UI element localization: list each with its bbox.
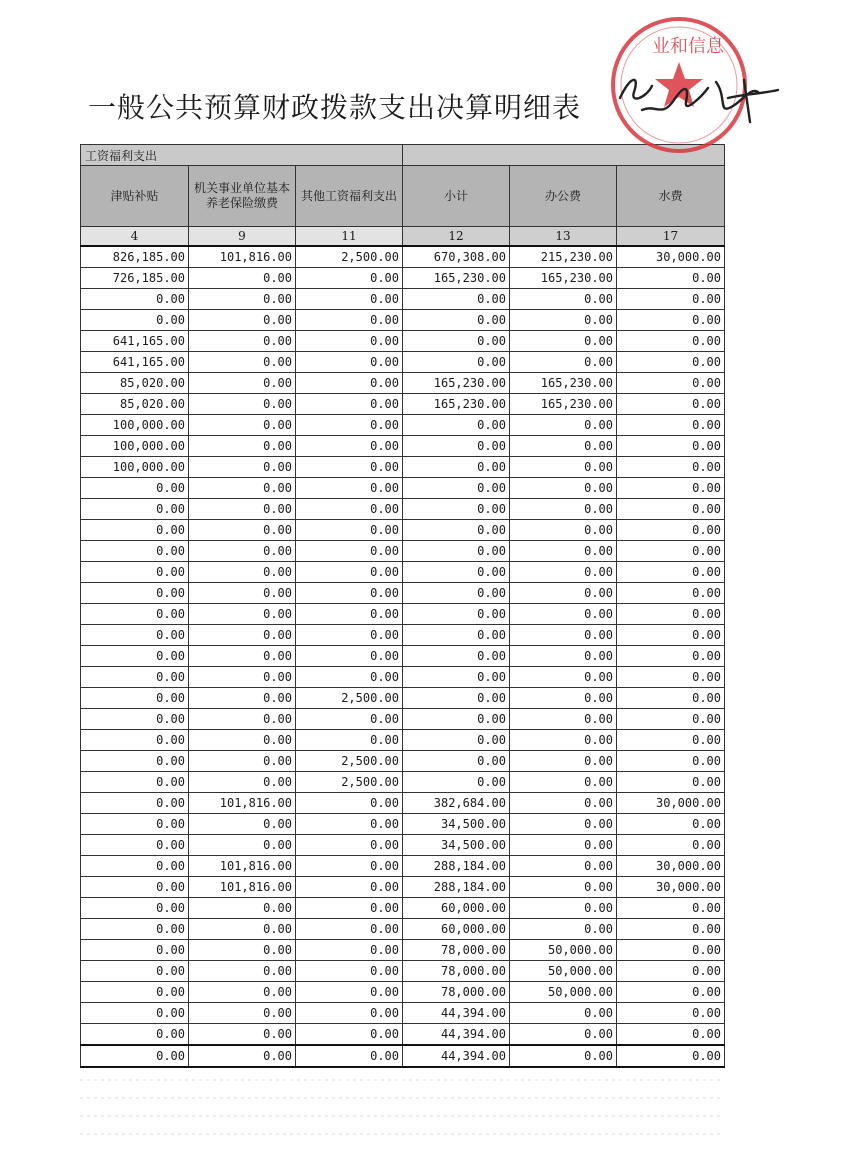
table-cell: 0.00 bbox=[403, 289, 510, 310]
table-cell: 165,230.00 bbox=[510, 394, 617, 415]
table-cell: 60,000.00 bbox=[403, 919, 510, 940]
table-cell: 0.00 bbox=[617, 436, 725, 457]
table-cell: 100,000.00 bbox=[81, 436, 189, 457]
table-cell: 0.00 bbox=[510, 877, 617, 898]
table-cell: 0.00 bbox=[296, 625, 403, 646]
table-cell: 0.00 bbox=[403, 478, 510, 499]
table-row bbox=[81, 961, 725, 982]
column-header: 津贴补贴 bbox=[81, 166, 189, 227]
table-cell: 0.00 bbox=[189, 499, 296, 520]
table-cell: 641,165.00 bbox=[81, 352, 189, 373]
table-cell: 0.00 bbox=[403, 583, 510, 604]
table-row bbox=[81, 1024, 725, 1046]
table-cell: 0.00 bbox=[510, 499, 617, 520]
table-cell: 50,000.00 bbox=[510, 940, 617, 961]
table-cell: 0.00 bbox=[81, 709, 189, 730]
table-cell: 0.00 bbox=[403, 709, 510, 730]
table-cell: 0.00 bbox=[189, 457, 296, 478]
table-cell: 0.00 bbox=[617, 352, 725, 373]
table-row bbox=[81, 541, 725, 562]
table-cell: 0.00 bbox=[189, 373, 296, 394]
table-cell: 0.00 bbox=[617, 982, 725, 1003]
table-cell: 0.00 bbox=[81, 877, 189, 898]
table-cell: 0.00 bbox=[189, 541, 296, 562]
table-cell: 0.00 bbox=[296, 415, 403, 436]
table-cell: 0.00 bbox=[81, 982, 189, 1003]
table-cell: 0.00 bbox=[403, 751, 510, 772]
table-cell: 0.00 bbox=[510, 520, 617, 541]
table-cell: 0.00 bbox=[617, 709, 725, 730]
table-cell: 0.00 bbox=[510, 898, 617, 919]
table-cell: 0.00 bbox=[617, 940, 725, 961]
table-cell: 0.00 bbox=[189, 268, 296, 289]
table-cell: 0.00 bbox=[296, 919, 403, 940]
table-cell: 0.00 bbox=[617, 751, 725, 772]
table-cell: 0.00 bbox=[189, 310, 296, 331]
table-cell: 0.00 bbox=[296, 793, 403, 814]
table-cell: 0.00 bbox=[81, 814, 189, 835]
table-cell: 85,020.00 bbox=[81, 373, 189, 394]
table-cell: 0.00 bbox=[81, 730, 189, 751]
table-cell: 0.00 bbox=[296, 667, 403, 688]
table-cell: 0.00 bbox=[189, 352, 296, 373]
table-cell: 288,184.00 bbox=[403, 856, 510, 877]
table-cell: 0.00 bbox=[189, 751, 296, 772]
column-number: 4 bbox=[81, 227, 189, 247]
table-cell: 0.00 bbox=[189, 667, 296, 688]
table-cell: 0.00 bbox=[403, 667, 510, 688]
table-cell: 165,230.00 bbox=[403, 268, 510, 289]
table-cell: 0.00 bbox=[617, 562, 725, 583]
table-cell: 2,500.00 bbox=[296, 246, 403, 268]
table-cell: 0.00 bbox=[510, 772, 617, 793]
table-cell: 0.00 bbox=[296, 961, 403, 982]
table-cell: 0.00 bbox=[296, 541, 403, 562]
table-cell: 0.00 bbox=[81, 541, 189, 562]
table-cell: 0.00 bbox=[81, 940, 189, 961]
table-cell: 0.00 bbox=[81, 772, 189, 793]
table-row bbox=[81, 520, 725, 541]
table-cell: 0.00 bbox=[510, 730, 617, 751]
table-cell: 0.00 bbox=[403, 772, 510, 793]
table-cell: 0.00 bbox=[81, 583, 189, 604]
table-cell: 0.00 bbox=[296, 877, 403, 898]
table-cell: 0.00 bbox=[81, 478, 189, 499]
table-row bbox=[81, 625, 725, 646]
table-cell: 0.00 bbox=[296, 940, 403, 961]
table-cell: 0.00 bbox=[296, 1024, 403, 1046]
column-number: 11 bbox=[296, 227, 403, 247]
table-cell: 0.00 bbox=[403, 625, 510, 646]
table-cell: 165,230.00 bbox=[403, 394, 510, 415]
table-row bbox=[81, 562, 725, 583]
table-cell: 30,000.00 bbox=[617, 856, 725, 877]
table-cell: 0.00 bbox=[189, 646, 296, 667]
table-cell: 0.00 bbox=[403, 604, 510, 625]
table-cell: 288,184.00 bbox=[403, 877, 510, 898]
column-number: 13 bbox=[510, 227, 617, 247]
table-cell: 0.00 bbox=[617, 961, 725, 982]
table-cell: 0.00 bbox=[296, 835, 403, 856]
table-cell: 0.00 bbox=[403, 436, 510, 457]
table-cell: 0.00 bbox=[189, 961, 296, 982]
table-cell: 0.00 bbox=[510, 415, 617, 436]
column-header: 机关事业单位基本养老保险缴费 bbox=[189, 166, 296, 227]
table-row bbox=[81, 415, 725, 436]
table-cell: 0.00 bbox=[81, 856, 189, 877]
table-cell: 0.00 bbox=[510, 814, 617, 835]
table-cell: 0.00 bbox=[296, 982, 403, 1003]
table-cell: 0.00 bbox=[617, 1003, 725, 1024]
table-cell: 0.00 bbox=[510, 625, 617, 646]
table-cell: 0.00 bbox=[617, 604, 725, 625]
table-cell: 0.00 bbox=[510, 856, 617, 877]
table-cell: 0.00 bbox=[617, 583, 725, 604]
table-cell: 0.00 bbox=[296, 352, 403, 373]
table-cell: 101,816.00 bbox=[189, 856, 296, 877]
table-cell: 0.00 bbox=[510, 331, 617, 352]
table-cell: 0.00 bbox=[296, 583, 403, 604]
table-row bbox=[81, 919, 725, 940]
table-cell: 0.00 bbox=[617, 415, 725, 436]
table-cell: 0.00 bbox=[617, 646, 725, 667]
table-row bbox=[81, 331, 725, 352]
table-cell: 0.00 bbox=[617, 541, 725, 562]
table-cell: 0.00 bbox=[617, 1024, 725, 1046]
table-cell: 0.00 bbox=[296, 562, 403, 583]
table-cell: 0.00 bbox=[296, 814, 403, 835]
table-cell: 0.00 bbox=[189, 289, 296, 310]
table-cell: 85,020.00 bbox=[81, 394, 189, 415]
table-row bbox=[81, 394, 725, 415]
table-cell: 0.00 bbox=[189, 625, 296, 646]
table-row bbox=[81, 835, 725, 856]
table-cell: 165,230.00 bbox=[510, 268, 617, 289]
table-cell: 50,000.00 bbox=[510, 961, 617, 982]
table-cell: 30,000.00 bbox=[617, 793, 725, 814]
table-cell: 78,000.00 bbox=[403, 940, 510, 961]
table-cell: 0.00 bbox=[189, 394, 296, 415]
table-cell: 0.00 bbox=[403, 331, 510, 352]
table-cell: 101,816.00 bbox=[189, 877, 296, 898]
table-row bbox=[81, 877, 725, 898]
table-cell: 44,394.00 bbox=[403, 1003, 510, 1024]
table-cell: 0.00 bbox=[189, 520, 296, 541]
table-row bbox=[81, 352, 725, 373]
table-cell: 0.00 bbox=[296, 1045, 403, 1067]
table-cell: 0.00 bbox=[81, 646, 189, 667]
table-cell: 0.00 bbox=[617, 772, 725, 793]
table-cell: 0.00 bbox=[296, 478, 403, 499]
table-cell: 0.00 bbox=[296, 373, 403, 394]
table-cell: 0.00 bbox=[296, 709, 403, 730]
table-cell: 0.00 bbox=[296, 268, 403, 289]
table-cell: 0.00 bbox=[617, 814, 725, 835]
table-cell: 0.00 bbox=[403, 730, 510, 751]
table-cell: 0.00 bbox=[296, 499, 403, 520]
table-cell: 0.00 bbox=[403, 562, 510, 583]
table-cell: 0.00 bbox=[617, 331, 725, 352]
table-cell: 0.00 bbox=[403, 520, 510, 541]
table-row bbox=[81, 478, 725, 499]
table-cell: 0.00 bbox=[617, 730, 725, 751]
table-cell: 0.00 bbox=[510, 646, 617, 667]
table-cell: 670,308.00 bbox=[403, 246, 510, 268]
table-row bbox=[81, 457, 725, 478]
group-header-salary-welfare: 工资福利支出 bbox=[81, 145, 403, 166]
table-cell: 0.00 bbox=[296, 520, 403, 541]
table-cell: 34,500.00 bbox=[403, 835, 510, 856]
table-cell: 0.00 bbox=[81, 751, 189, 772]
table-cell: 826,185.00 bbox=[81, 246, 189, 268]
table-cell: 0.00 bbox=[81, 688, 189, 709]
table-cell: 0.00 bbox=[81, 919, 189, 940]
table-row bbox=[81, 268, 725, 289]
table-cell: 0.00 bbox=[617, 520, 725, 541]
table-cell: 0.00 bbox=[189, 940, 296, 961]
table-cell: 0.00 bbox=[296, 646, 403, 667]
table-cell: 0.00 bbox=[81, 898, 189, 919]
table-cell: 0.00 bbox=[617, 289, 725, 310]
column-number: 17 bbox=[617, 227, 725, 247]
table-cell: 0.00 bbox=[510, 751, 617, 772]
table-cell: 0.00 bbox=[81, 310, 189, 331]
table-cell: 0.00 bbox=[510, 667, 617, 688]
table-cell: 0.00 bbox=[296, 394, 403, 415]
table-cell: 0.00 bbox=[189, 709, 296, 730]
table-row bbox=[81, 856, 725, 877]
table-cell: 0.00 bbox=[617, 310, 725, 331]
column-number-row bbox=[81, 227, 725, 247]
table-cell: 0.00 bbox=[403, 310, 510, 331]
table-cell: 0.00 bbox=[510, 457, 617, 478]
table-cell: 0.00 bbox=[189, 478, 296, 499]
table-row bbox=[81, 1003, 725, 1024]
table-cell: 0.00 bbox=[296, 331, 403, 352]
table-cell: 0.00 bbox=[189, 772, 296, 793]
table-cell: 0.00 bbox=[189, 1045, 296, 1067]
table-cell: 0.00 bbox=[296, 730, 403, 751]
table-row bbox=[81, 289, 725, 310]
table-cell: 34,500.00 bbox=[403, 814, 510, 835]
table-cell: 2,500.00 bbox=[296, 751, 403, 772]
table-cell: 0.00 bbox=[403, 541, 510, 562]
table-cell: 0.00 bbox=[189, 688, 296, 709]
table-cell: 0.00 bbox=[296, 898, 403, 919]
table-cell: 2,500.00 bbox=[296, 772, 403, 793]
table-cell: 0.00 bbox=[189, 1024, 296, 1046]
table-cell: 0.00 bbox=[189, 835, 296, 856]
table-cell: 0.00 bbox=[510, 562, 617, 583]
table-cell: 101,816.00 bbox=[189, 246, 296, 268]
table-cell: 0.00 bbox=[617, 688, 725, 709]
page-title: 一般公共预算财政拨款支出决算明细表 bbox=[88, 91, 582, 124]
table-cell: 0.00 bbox=[617, 478, 725, 499]
table-cell: 0.00 bbox=[403, 352, 510, 373]
table-row bbox=[81, 436, 725, 457]
table-cell: 0.00 bbox=[403, 646, 510, 667]
table-row bbox=[81, 814, 725, 835]
table-cell: 0.00 bbox=[81, 625, 189, 646]
table-cell: 0.00 bbox=[510, 352, 617, 373]
table-cell: 0.00 bbox=[81, 1045, 189, 1067]
table-cell: 0.00 bbox=[510, 583, 617, 604]
table-cell: 0.00 bbox=[510, 541, 617, 562]
table-cell: 0.00 bbox=[617, 394, 725, 415]
table-row bbox=[81, 246, 725, 268]
table-cell: 0.00 bbox=[296, 457, 403, 478]
table-cell: 0.00 bbox=[403, 688, 510, 709]
table-cell: 0.00 bbox=[617, 373, 725, 394]
table-cell: 0.00 bbox=[81, 289, 189, 310]
table-cell: 101,816.00 bbox=[189, 793, 296, 814]
table-cell: 0.00 bbox=[296, 310, 403, 331]
table-cell: 0.00 bbox=[81, 562, 189, 583]
table-cell: 0.00 bbox=[296, 856, 403, 877]
table-cell: 0.00 bbox=[510, 289, 617, 310]
svg-text:业和信息: 业和信息 bbox=[652, 36, 724, 57]
table-cell: 30,000.00 bbox=[617, 246, 725, 268]
table-cell: 0.00 bbox=[189, 562, 296, 583]
table-cell: 0.00 bbox=[296, 1003, 403, 1024]
table-cell: 100,000.00 bbox=[81, 457, 189, 478]
table-cell: 0.00 bbox=[617, 1045, 725, 1067]
table-cell: 0.00 bbox=[403, 499, 510, 520]
expenditure-table bbox=[80, 144, 724, 1068]
table-cell: 0.00 bbox=[189, 814, 296, 835]
table-cell: 0.00 bbox=[296, 289, 403, 310]
table-cell: 0.00 bbox=[296, 436, 403, 457]
table-cell: 0.00 bbox=[189, 583, 296, 604]
table-cell: 44,394.00 bbox=[403, 1045, 510, 1067]
table-cell: 0.00 bbox=[189, 436, 296, 457]
table-cell: 0.00 bbox=[510, 310, 617, 331]
table-cell: 100,000.00 bbox=[81, 415, 189, 436]
table-cell: 0.00 bbox=[617, 898, 725, 919]
table-cell: 0.00 bbox=[296, 604, 403, 625]
table-row bbox=[81, 793, 725, 814]
handwritten-signature bbox=[612, 58, 782, 138]
table-body bbox=[81, 246, 725, 1067]
table-row bbox=[81, 373, 725, 394]
table-cell: 0.00 bbox=[189, 604, 296, 625]
table-cell: 215,230.00 bbox=[510, 246, 617, 268]
table-cell: 0.00 bbox=[510, 793, 617, 814]
table-row bbox=[81, 940, 725, 961]
table-row bbox=[81, 499, 725, 520]
table-cell: 0.00 bbox=[510, 436, 617, 457]
table-cell: 0.00 bbox=[617, 667, 725, 688]
table-cell: 0.00 bbox=[510, 1045, 617, 1067]
column-number: 12 bbox=[403, 227, 510, 247]
table-cell: 0.00 bbox=[189, 331, 296, 352]
table-cell: 0.00 bbox=[403, 457, 510, 478]
table-cell: 78,000.00 bbox=[403, 961, 510, 982]
table-cell: 44,394.00 bbox=[403, 1024, 510, 1046]
table-cell: 0.00 bbox=[81, 793, 189, 814]
table-cell: 0.00 bbox=[81, 667, 189, 688]
table-cell: 0.00 bbox=[189, 730, 296, 751]
table-cell: 0.00 bbox=[510, 835, 617, 856]
table-cell: 50,000.00 bbox=[510, 982, 617, 1003]
column-header: 其他工资福利支出 bbox=[296, 166, 403, 227]
table-row bbox=[81, 751, 725, 772]
table-cell: 0.00 bbox=[510, 1024, 617, 1046]
table-cell: 0.00 bbox=[81, 520, 189, 541]
table-cell: 0.00 bbox=[617, 919, 725, 940]
table-cell: 0.00 bbox=[510, 604, 617, 625]
table-cell: 726,185.00 bbox=[81, 268, 189, 289]
table-cell: 165,230.00 bbox=[510, 373, 617, 394]
table-cell: 0.00 bbox=[189, 415, 296, 436]
table-row bbox=[81, 898, 725, 919]
column-number: 9 bbox=[189, 227, 296, 247]
table-row bbox=[81, 646, 725, 667]
table-row bbox=[81, 772, 725, 793]
table-cell: 165,230.00 bbox=[403, 373, 510, 394]
table-row bbox=[81, 709, 725, 730]
table-cell: 0.00 bbox=[510, 919, 617, 940]
table-cell: 0.00 bbox=[617, 835, 725, 856]
table-cell: 0.00 bbox=[510, 1003, 617, 1024]
table-cell: 0.00 bbox=[510, 709, 617, 730]
table-row bbox=[81, 1045, 725, 1067]
table-cell: 0.00 bbox=[189, 898, 296, 919]
column-header: 办公费 bbox=[510, 166, 617, 227]
faint-bleed-through-lines bbox=[80, 1070, 724, 1150]
table-cell: 0.00 bbox=[81, 961, 189, 982]
table-cell: 0.00 bbox=[617, 499, 725, 520]
table-cell: 0.00 bbox=[81, 1024, 189, 1046]
table-cell: 382,684.00 bbox=[403, 793, 510, 814]
table-cell: 0.00 bbox=[510, 688, 617, 709]
table-row bbox=[81, 310, 725, 331]
table-cell: 0.00 bbox=[403, 415, 510, 436]
table-row bbox=[81, 688, 725, 709]
table-row bbox=[81, 730, 725, 751]
table-cell: 0.00 bbox=[189, 982, 296, 1003]
table-cell: 0.00 bbox=[81, 1003, 189, 1024]
column-header-row bbox=[81, 166, 725, 227]
table-cell: 0.00 bbox=[189, 919, 296, 940]
table-row bbox=[81, 604, 725, 625]
table-cell: 78,000.00 bbox=[403, 982, 510, 1003]
table-cell: 0.00 bbox=[510, 478, 617, 499]
table-cell: 30,000.00 bbox=[617, 877, 725, 898]
table-cell: 2,500.00 bbox=[296, 688, 403, 709]
column-header: 小计 bbox=[403, 166, 510, 227]
table-cell: 0.00 bbox=[189, 1003, 296, 1024]
table-cell: 60,000.00 bbox=[403, 898, 510, 919]
table-row bbox=[81, 583, 725, 604]
table-cell: 0.00 bbox=[617, 268, 725, 289]
table-cell: 0.00 bbox=[617, 457, 725, 478]
table-cell: 0.00 bbox=[81, 499, 189, 520]
table-cell: 641,165.00 bbox=[81, 331, 189, 352]
column-header: 水费 bbox=[617, 166, 725, 227]
table-cell: 0.00 bbox=[617, 625, 725, 646]
table-row bbox=[81, 667, 725, 688]
table-row bbox=[81, 982, 725, 1003]
table-cell: 0.00 bbox=[81, 835, 189, 856]
table-cell: 0.00 bbox=[81, 604, 189, 625]
